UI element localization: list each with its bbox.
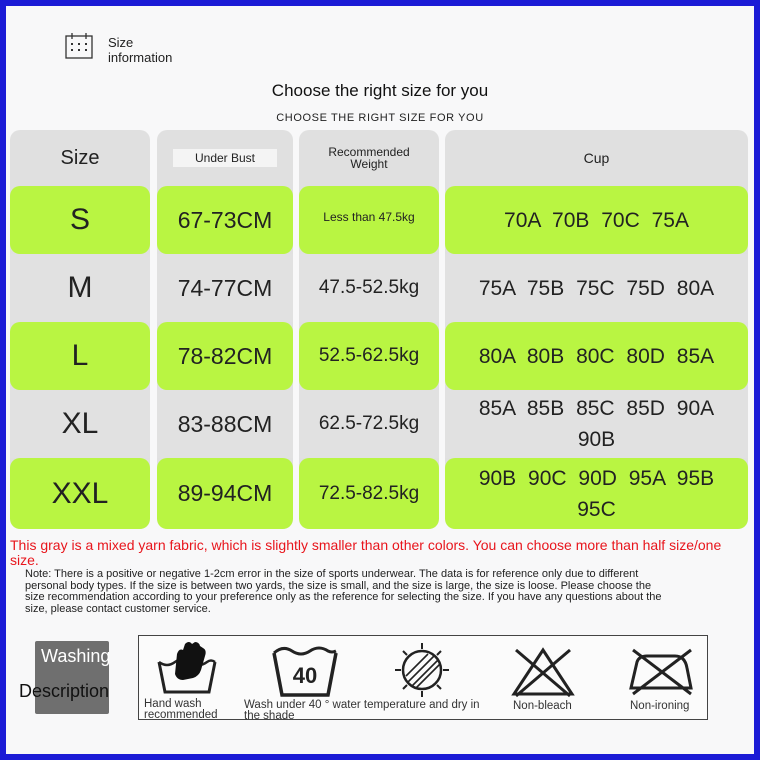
cup-cell: 70A 70B 70C 75A — [445, 186, 748, 254]
page-subtitle: CHOOSE THE RIGHT SIZE FOR YOU — [276, 112, 484, 124]
cup-cell: 85A 85B 85C 85D 90A 90B — [445, 390, 748, 458]
wash-40-label — [244, 700, 480, 722]
under-bust-cell: 78-82CM — [157, 322, 293, 390]
header-label-line2: information — [108, 50, 173, 65]
weight-column — [299, 130, 439, 529]
under-bust-cell: 74-77CM — [157, 254, 293, 322]
wash-40-label-line2: the shade — [244, 710, 295, 722]
size-cell-l: L — [10, 322, 150, 390]
wash-40-label-line1: Wash under 40 ° water temperature and dry in — [244, 699, 480, 711]
cup-cell: 90B 90C 90D 95A 95B 95C — [445, 458, 748, 529]
weight-cell: 72.5-82.5kg — [299, 458, 439, 529]
under-bust-header-label: Under Bust — [173, 149, 277, 167]
fabric-warning-note: This gray is a mixed yarn fabric, which is slightly smaller than other colors. You can choose more than half size/one size. — [10, 537, 722, 568]
cup-column — [445, 130, 748, 529]
wash-temperature-text: 40 — [292, 663, 318, 688]
washing-button-line1: Washing — [41, 646, 111, 666]
weight-cell: 62.5-72.5kg — [299, 390, 439, 458]
cup-header: Cup — [583, 150, 610, 166]
size-cell-xxl: XXL — [10, 458, 150, 529]
weight-cell: 52.5-62.5kg — [299, 322, 439, 390]
page-title: Choose the right size for you — [271, 81, 489, 100]
cup-cell: 80A 80B 80C 80D 85A — [445, 322, 748, 390]
hand-wash-label-line1: Hand wash — [144, 698, 202, 710]
calendar-grid-icon — [65, 33, 93, 59]
weight-header-line1: Recommended — [328, 145, 410, 159]
hand-wash-label — [144, 699, 218, 721]
under-bust-cell: 83-88CM — [157, 390, 293, 458]
washing-button-line2: Description — [19, 681, 110, 701]
hand-wash-icon — [155, 640, 219, 696]
no-bleach-icon — [510, 646, 576, 698]
weight-cell: Less than 47.5kg — [299, 186, 439, 254]
size-error-note: Note: There is a positive or negative 1-2cm error in the size of sports underwear. The data is for reference only due to different personal body types. If the size is between two yards, the size is small, and the size is large, the size is loose. Please choose the size recommendation according to your preference only as the reference for selecting the size. If you have any questions about the size, please contact customer service. — [25, 568, 662, 615]
under-bust-cell: 67-73CM — [157, 186, 293, 254]
hand-wash-label-line2: recommended — [144, 709, 218, 721]
wash-40-icon — [270, 643, 340, 699]
no-iron-icon — [627, 648, 695, 696]
no-iron-label: Non-ironing — [630, 700, 690, 712]
weight-cell: 47.5-52.5kg — [299, 254, 439, 322]
no-bleach-label: Non-bleach — [513, 700, 572, 712]
dry-in-shade-icon — [394, 642, 450, 698]
size-cell-m: M — [10, 254, 150, 322]
cup-cell: 75A 75B 75C 75D 80A — [445, 254, 748, 322]
header-label-line1: Size — [108, 35, 134, 50]
size-cell-s: S — [10, 186, 150, 254]
weight-header — [299, 130, 439, 186]
size-header: Size — [60, 146, 100, 169]
size-cell-xl: XL — [10, 390, 150, 458]
under-bust-column — [157, 130, 293, 529]
under-bust-cell: 89-94CM — [157, 458, 293, 529]
size-column — [10, 130, 150, 529]
size-information-label — [108, 35, 172, 65]
under-bust-header — [157, 130, 293, 186]
weight-header-line2: Weight — [350, 157, 388, 171]
